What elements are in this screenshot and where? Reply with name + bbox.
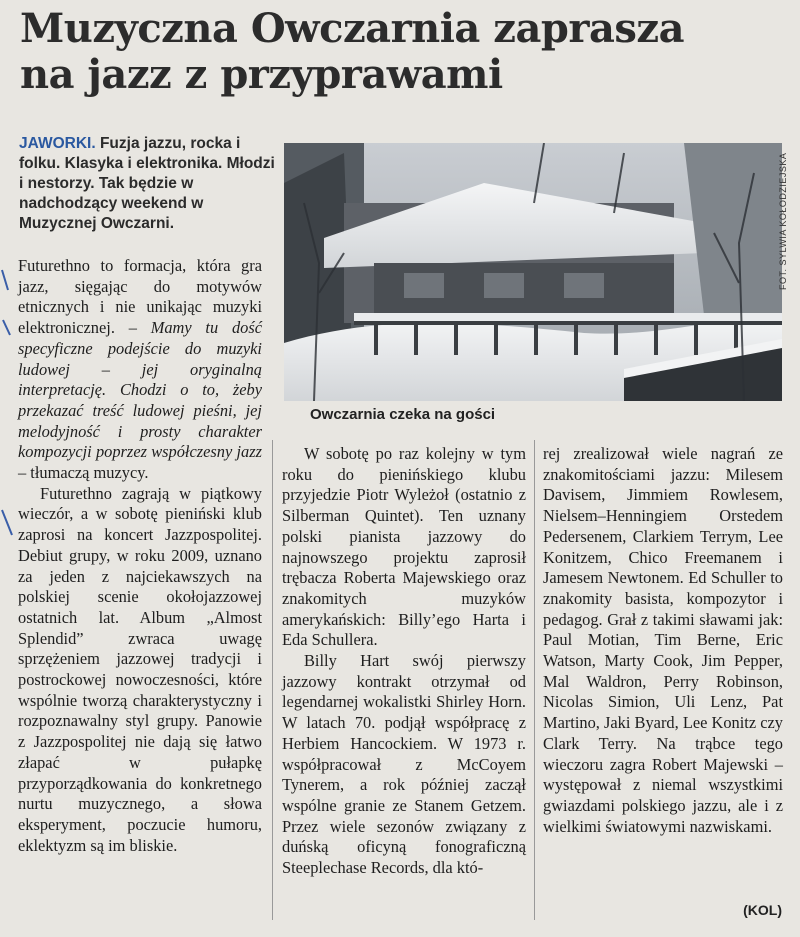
lead-place: JAWORKI. <box>19 135 96 152</box>
photo-caption: Owczarnia czeka na gości <box>310 406 496 423</box>
paragraph <box>18 256 262 484</box>
paragraph-quote: Mamy tu dość specyficzne podejście do muzyki ludowej – jej oryginalną interpretację. Chodzi o to, żeby przekazać treść ludowej pieśni, jej melodyjność i prosty charakter kompozycji poprzez współczesny jazz <box>18 318 262 462</box>
column-divider <box>534 440 535 920</box>
article-column-3 <box>543 444 783 837</box>
lead-text: Fuzja jazzu, rocka i folku. Klasyka i elektronika. Młodzi i nestorzy. Tak będzie w nadchodzący weekend w Muzycznej Owczarni. <box>19 135 275 232</box>
photo-credit: FOT. SYLWIA KOŁODZIEJSKA <box>778 152 788 290</box>
column-divider <box>272 440 273 920</box>
author-signature: (KOL) <box>743 902 782 918</box>
margin-pen-mark <box>0 260 14 540</box>
paragraph-text: Futurethno to formacja, która gra jazz, sięgając do motywów etnicznych i nie unikając muzyki elektronicznej. – <box>18 256 262 338</box>
paragraph: Futurethno zagrają w piątkowy wieczór, a w sobotę pieniński klub zaprosi na koncert Jazzpospolitej. Debiut grupy, w roku 2009, uznano za jeden z najciekawszych na polskiej scenie okołojazzowej ostatnich lat. Album „Almost Splendid” zwraca uwagę sprzężeniem jazzowej tradycji i postrockowej nowoczesności, które wspólnie tworzą charakterystyczny i rozpoznawalny styl grupy. Panowie z Jazzpospolitej nie dają się łatwo złapać w pułapkę przyporządkowania do konkretnego nurtu muzycznego, a słowa eksperyment, poczucie humoru, eklektyzm są im bliskie. <box>18 483 262 855</box>
snowy-chalet-photo <box>284 143 782 401</box>
paragraph: rej zrealizował wiele nagrań ze znakomitościami jazzu: Milesem Davisem, Jimmiem Rowlesem, Nielsem–Henningiem Orstedem Pedersenem, Clarkiem Terrym, Lee Konitzem, Chico Freemanem i Jamesem Newtonem. Ed Schuller to znakomity basista, kompozytor i pedagog. Grał z takimi sławami jak: Paul Motian, Tim Berne, Eric Watson, Marty Cook, Jim Pepper, Mal Waldron, Perry Robinson, Nicolas Simion, Uli Lenz, Pat Martino, Jaki Byard, Lee Konitz czy Clark Terry. Na trąbce tego wieczoru zagra Robert Majewski – występował z niemal wszystkimi gwiazdami polskiego jazzu, ale i z wielkimi światowymi nazwiskami. <box>543 444 783 836</box>
article-photo <box>284 143 782 401</box>
paragraph: W sobotę po raz kolejny w tym roku do pienińskiego klubu przyjedzie Piotr Wyleżoł (ostatnio z Silberman Quintet). Ten uznany polski pianista jazzowy do najnowszego projektu zaprosił trębacza Roberta Majewskiego oraz znakomitych muzyków amerykańskich: Billy’ego Harta i Eda Schullera. <box>282 444 526 650</box>
article-column-2 <box>282 444 526 879</box>
article-column-1 <box>18 256 262 856</box>
paragraph: Billy Hart swój pierwszy jazzowy kontrakt otrzymał od legendarnej wokalistki Shirley Horn. W latach 70. podjął współpracę z Herbiem Hancockiem. W 1973 r. współpracował z McCoyem Tynerem, a rok później zaczął wspólne granie ze Stanem Getzem. Przez wiele sezonów związany z duńską oficyną fonograficzną Steeplechase Records, dla któ- <box>282 651 526 878</box>
paragraph-text: – tłumaczą muzycy. <box>18 463 149 483</box>
article-lead <box>19 134 277 234</box>
article-headline: Muzyczna Owczarnia zaprasza na jazz z przyprawami <box>20 5 685 98</box>
